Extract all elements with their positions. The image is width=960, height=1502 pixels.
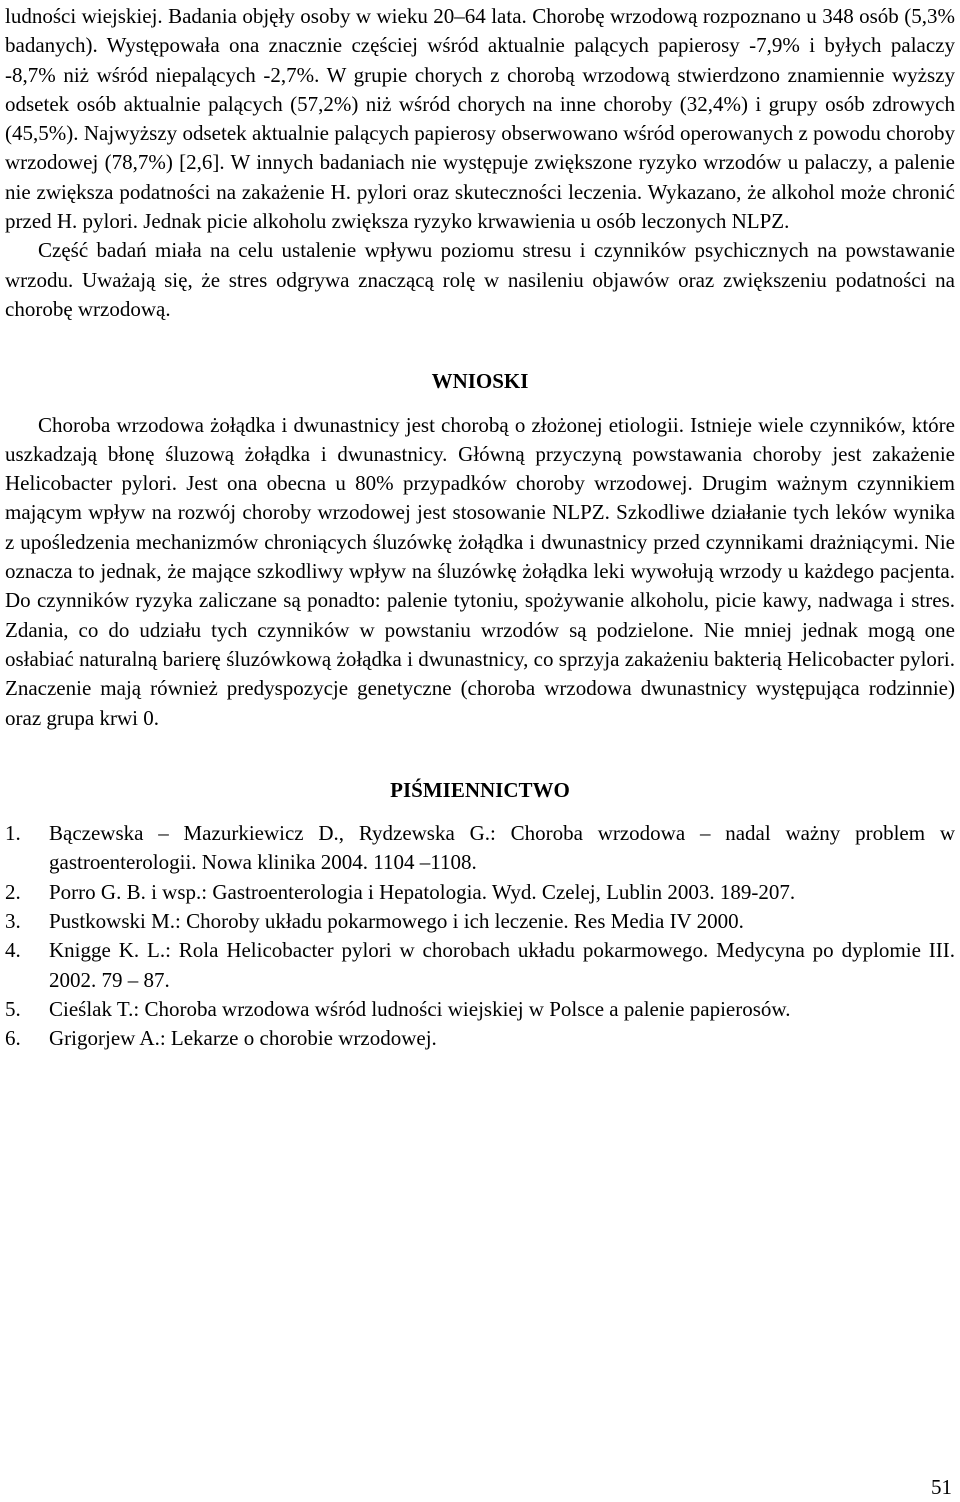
reference-text: Bączewska – Mazurkiewicz D., Rydzewska G.: Choroba wrzodowa – nadal ważny problem w gastroenterologii. Nowa klinika 2004. 1104 –1108. xyxy=(49,821,955,875)
reference-number: 1. xyxy=(5,821,21,846)
section-heading-wnioski: WNIOSKI xyxy=(431,369,529,394)
reference-item xyxy=(5,1024,955,1053)
wnioski-paragraph: Choroba wrzodowa żołądka i dwunastnicy jest chorobą o złożonej etiologii. Istnieje wiele czynników, które uszkadzają błonę śluzową żołądka i dwunastnicy. Główną przyczyną powstawania choroby jest zakażenie Helicobacter pylori. Jest ona obecna u 80% przypadków choroby wrzodowej. Drugim ważnym czynnikiem mającym wpływ na rozwój choroby wrzodowej jest stosowanie NLPZ. Szkodliwe działanie tych leków wynika z upośledzenia mechanizmów chroniących śluzówkę żołądka i dwunastnicy przed czynnikami drażniącymi. Nie oznacza to jednak, że mające szkodliwy wpływ na śluzówkę żołądka leki wywołują wrzody u każdego pacjenta. Do czynników ryzyka zaliczane są ponadto: palenie tytoniu, spożywanie alkoholu, picie kawy, nadwaga i stres. Zdania, co do udziału tych czynników w powstaniu wrzodów są podzielone. Nie mniej jednak mogą one osłabiać naturalną barierę śluzówkową żołądka i dwunastnicy, co sprzyja zakażeniu bakterią Helicobacter pylori. Znaczenie mają również predyspozycje genetyczne (choroba wrzodowa dwunastnicy występująca rodzinnie) oraz grupa krwi 0. xyxy=(5,412,955,730)
reference-item xyxy=(5,907,955,936)
body-paragraph-1: ludności wiejskiej. Badania objęły osoby w wieku 20–64 lata. Chorobę wrzodową rozpoznano u 348 osób (5,3% badanych). Występowała ona znacznie częściej wśród aktualnie palących papierosy -7,9% i byłych palaczy -8,7% niż wśród niepalących -2,7%. W grupie chorych z chorobą wrzodową stwierdzono znamiennie wyższy odsetek osób aktualnie palących (57,2%) niż wśród chorych na inne choroby (32,4%) i grupy osób zdrowych (45,5%). Najwyższy odsetek aktualnie palących papierosy obserwowano wśród operowanych z powodu choroby wrzodowej (78,7%) [2,6]. W innych badaniach nie występuje zwiększone ryzyko wrzodów u palaczy, a palenie nie zwiększa podatności na zakażenie H. pylori oraz skuteczności leczenia. Wykazano, że alkohol może chronić przed H. pylori. Jednak picie alkoholu zwiększa ryzyko krwawienia u osób leczonych NLPZ. xyxy=(5,4,955,234)
reference-text: Knigge K. L.: Rola Helicobacter pylori w chorobach układu pokarmowego. Medycyna po dyplomie III. 2002. 79 – 87. xyxy=(49,938,955,992)
section-heading-pismiennictwo: PIŚMIENNICTWO xyxy=(390,777,570,802)
reference-number: 6. xyxy=(5,1026,21,1051)
reference-text: Porro G. B. i wsp.: Gastroenterologia i Hepatologia. Wyd. Czelej, Lublin 2003. 189-207. xyxy=(49,879,796,904)
reference-number: 3. xyxy=(5,909,21,934)
body-paragraph-2: Część badań miała na celu ustalenie wpływu poziomu stresu i czynników psychicznych na powstawanie wrzodu. Uważają się, że stres odgrywa znaczącą rolę w nasileniu objawów oraz zwiększeniu podatności na chorobę wrzodową. xyxy=(5,238,955,321)
reference-item xyxy=(5,878,955,907)
reference-number: 5. xyxy=(5,996,21,1021)
reference-number: 4. xyxy=(5,938,21,963)
reference-item xyxy=(5,936,955,995)
reference-item xyxy=(5,819,955,878)
reference-text: Cieślak T.: Choroba wrzodowa wśród ludności wiejskiej w Polsce a palenie papierosów. xyxy=(49,996,791,1021)
reference-list xyxy=(5,819,955,1053)
reference-text: Grigorjew A.: Lekarze o chorobie wrzodowej. xyxy=(49,1026,437,1051)
reference-item xyxy=(5,995,955,1024)
page-content xyxy=(5,2,955,1054)
reference-number: 2. xyxy=(5,879,21,904)
reference-text: Pustkowski M.: Choroby układu pokarmowego i ich leczenie. Res Media IV 2000. xyxy=(49,909,744,934)
page-number: 51 xyxy=(931,1475,952,1499)
